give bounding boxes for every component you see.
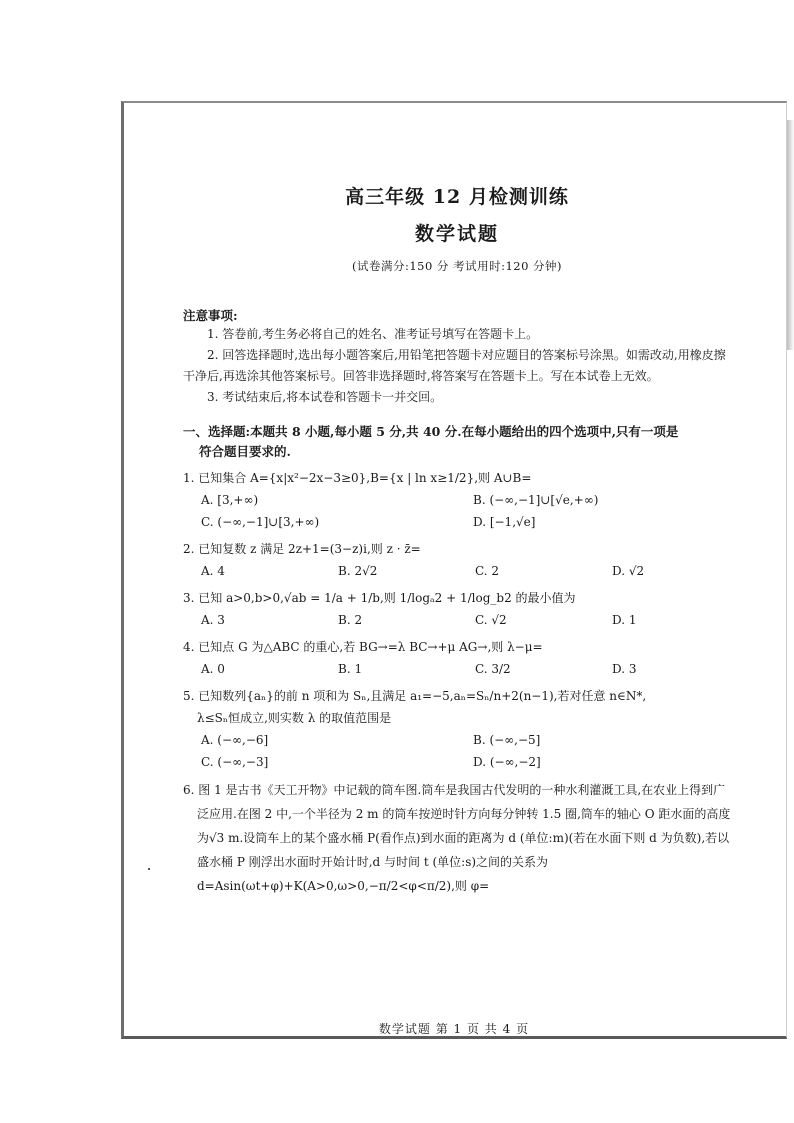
option-a: A. 4 — [201, 564, 225, 578]
question-5 — [183, 685, 731, 729]
option-c: C. (−∞,−1]∪[3,+∞) — [201, 515, 320, 529]
option-d: D. [−1,√e] — [473, 515, 536, 529]
option-a: A. 3 — [201, 613, 225, 627]
section-heading — [183, 422, 731, 462]
option-c: C. 3/2 — [475, 662, 511, 676]
option-c: C. 2 — [475, 564, 500, 578]
note-item: 2. 回答选择题时,选出每小题答案后,用铅笔把答题卡对应题目的答案标号涂黑。如需改动,用橡皮擦干净后,再选涂其他答案标号。回答非选择题时,将答案写在答题卡上。写在本试卷上无效。 — [183, 348, 726, 383]
question-6: 6. 图 1 是古书《天工开物》中记载的筒车图.筒车是我国古代发明的一种水利灌溉工具,在农业上得到广泛应用.在图 2 中,一个半径为 2 m 的筒车按逆时针方向每分钟转 1.5 圈,筒车的轴心 O 距水面的高度为√3 m.设筒车上的某个盛水桶 P(看作点)到水面的距离为 d (单位:m)(若在水面下则 d 为负数),若以盛水桶 P 刚浮出水面时开始计时,d 与时间 t (单位:s)之间的关系为 d=Asin(ωt+φ)+K(A>0,ω>0,−π/2<φ<π/2),则 φ= — [183, 783, 731, 893]
question-5-options — [183, 751, 731, 773]
option-b: B. 1 — [338, 662, 363, 676]
option-b: B. (−∞,−1]∪[√e,+∞) — [473, 493, 599, 507]
option-c: C. √2 — [475, 613, 507, 627]
page-footer: 数学试题 第 1 页 共 4 页 — [378, 1022, 530, 1036]
option-b: B. (−∞,−5] — [473, 733, 541, 747]
page-edge-shadow — [787, 120, 794, 350]
option-b: B. 2 — [338, 613, 363, 627]
question-4-options — [183, 658, 731, 680]
section-heading-line1: 一、选择题:本题共 8 小题,每小题 5 分,共 40 分.在每小题给出的四个选项中,只有一项是 — [183, 424, 679, 439]
option-a: A. (−∞,−6] — [201, 733, 269, 747]
question-2: 2. 已知复数 z 满足 2z+1=(3−z)i,则 z · z̄= — [183, 542, 421, 556]
question-5-options — [183, 729, 731, 751]
option-b: B. 2√2 — [338, 564, 378, 578]
question-2-options — [183, 560, 731, 582]
option-a: A. 0 — [201, 662, 225, 676]
question-1: 1. 已知集合 A={x|x²−2x−3≥0},B={x | ln x≥1/2},则 A∪B= — [183, 471, 532, 485]
question-1-options — [183, 489, 731, 511]
exam-content — [183, 178, 731, 898]
section-heading-line2: 符合题目要求的. — [199, 444, 291, 459]
question-3-options — [183, 609, 731, 631]
option-d: D. √2 — [612, 564, 645, 578]
question-1-options — [183, 511, 731, 533]
exam-subject: 数学试题 — [414, 223, 499, 245]
exam-info: (试卷满分:150 分 考试用时:120 分钟) — [351, 259, 563, 273]
option-a: A. [3,+∞) — [201, 493, 259, 507]
question-4: 4. 已知点 G 为△ABC 的重心,若 BG→=λ BC→+μ AG→,则 λ−μ= — [183, 640, 543, 654]
option-d: D. 1 — [612, 613, 637, 627]
question-5-line1: 5. 已知数列{aₙ}的前 n 项和为 Sₙ,且满足 a₁=−5,aₙ=Sₙ/n+2(n−1),若对任意 n∈N*, — [183, 689, 647, 703]
note-item: 3. 考试结束后,将本试卷和答题卡一并交回。 — [207, 390, 443, 404]
option-d: D. (−∞,−2] — [473, 755, 541, 769]
option-c: C. (−∞,−3] — [201, 755, 269, 769]
option-d: D. 3 — [612, 662, 637, 676]
notes-heading: 注意事项: — [183, 308, 238, 323]
note-item: 1. 答卷前,考生务必将自己的姓名、准考证号填写在答题卡上。 — [207, 327, 539, 341]
exam-title: 高三年级 12 月检测训练 — [345, 186, 569, 208]
question-5-line2: λ≤Sₙ恒成立,则实数 λ 的取值范围是 — [197, 711, 392, 725]
scan-speck — [148, 868, 150, 870]
question-3: 3. 已知 a>0,b>0,√ab = 1/a + 1/b,则 1/logₐ2 + 1/log_b2 的最小值为 — [183, 591, 576, 605]
